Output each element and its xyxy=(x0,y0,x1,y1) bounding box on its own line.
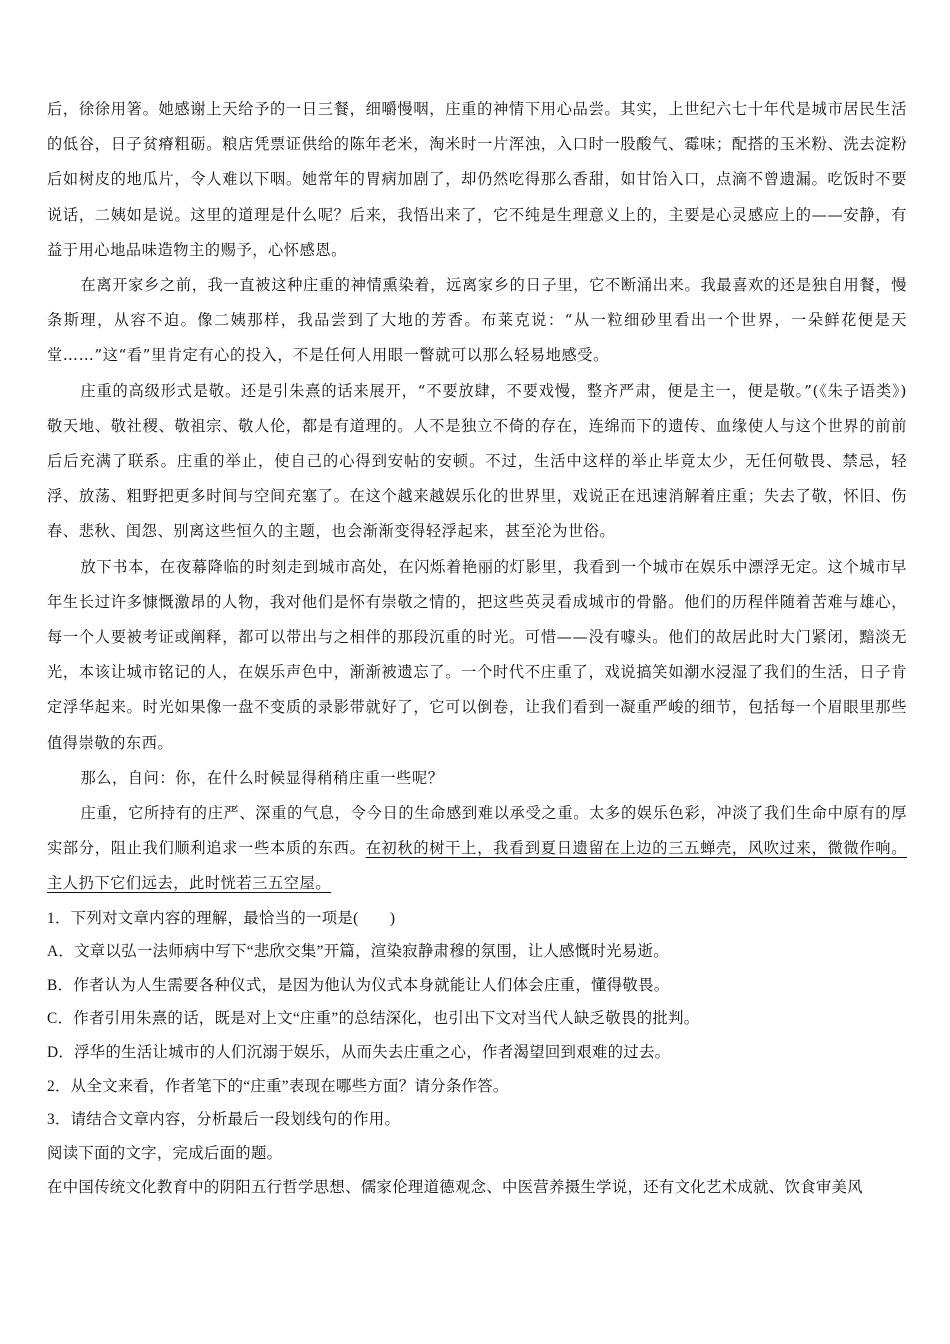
reading-first-line: 在中国传统文化教育中的阴阳五行哲学思想、儒家伦理道德观念、中医营养摄生学说，还有文化艺术成就、饮食审美风 xyxy=(47,1178,863,1196)
option-b: B．作者认为人生需要各种仪式，是因为他认为仪式本身就能让人们体会庄重，懂得敬畏。 xyxy=(47,976,670,994)
essay-paragraph-1: 后，徐徐用箸。她感谢上天给予的一日三餐，细嚼慢咽，庄重的神情下用心品尝。其实，上世纪六七十年代是城市居民生活的低谷，日子贫瘠粗砺。粮店凭票证供给的陈年老米，淘米时一片浑浊，入口时一股酸气、霉味；配搭的玉米粉、洗去淀粉后如树皮的地瓜片，令人难以下咽。她常年的胃病加剧了，却仍然吃得那么香甜，如甘饴入口，点滴不曾遗漏。吃饭时不要说话，二姨如是说。这里的道理是什么呢？后来，我悟出来了，它不纯是生理意义上的，主要是心灵感应上的——安静，有益于用心地品味造物主的赐予，心怀感恩。 xyxy=(47,100,907,259)
question-1: 1．下列对文章内容的理解，最恰当的一项是( ) xyxy=(47,909,396,927)
essay-paragraph-6 xyxy=(47,796,907,902)
essay-body xyxy=(47,92,907,902)
document-page xyxy=(47,92,907,1205)
option-d: D．浮华的生活让城市的人们沉溺于娱乐，从而失去庄重之心，作者渴望回到艰难的过去。 xyxy=(47,1044,671,1062)
option-a: A．文章以弘一法师病中写下“悲欣交集”开篇，渲染寂静肃穆的氛围，让人感慨时光易逝。 xyxy=(47,943,669,961)
question-2: 2．从全文来看，作者笔下的“庄重”表现在哪些方面？请分条作答。 xyxy=(47,1077,509,1095)
question-3: 3．请结合文章内容，分析最后一段划线句的作用。 xyxy=(47,1111,401,1129)
essay-paragraph-6-text: 庄重，它所持有的庄严、深重的气息，令今日的生命感到难以承受之重。太多的娱乐色彩，冲淡了我们生命中原有的厚实部分，阻止我们顺利追求一些本质的东西。 xyxy=(47,804,907,858)
underlined-sentence: 在初秋的树干上，我看到夏日遗留在上边的三五蝉壳，风吹过来，微微作响。主人扔下它们远去，此时恍若三五空屋。 xyxy=(47,839,908,893)
question-list xyxy=(47,902,907,1137)
essay-paragraph-4: 放下书本，在夜幕降临的时刻走到城市高处，在闪烁着艳丽的灯影里，我看到一个城市在娱乐中漂浮无定。这个城市早年生长过许多慷慨激昂的人物，我对他们是怀有崇敬之情的，把这些英灵看成城市的骨骼。他们的历程伴随着苦难与雄心，每一个人要被考证或阐释，都可以带出与之相伴的那段沉重的时光。可惜——没有噱头。他们的故居此时大门紧闭，黯淡无光，本该让城市铭记的人，在娱乐声色中，渐渐被遗忘了。一个时代不庄重了，戏说搞笑如潮水浸湿了我们的生活，日子肯定浮华起来。时光如果像一盘不变质的录影带就好了，它可以倒卷，让我们看到一凝重严峻的细节，包括每一个眉眼里那些值得崇敬的东西。 xyxy=(47,557,907,752)
next-reading-section xyxy=(47,1137,907,1205)
essay-paragraph-5: 那么，自问：你，在什么时候显得稍稍庄重一些呢？ xyxy=(80,768,444,787)
essay-paragraph-2: 在离开家乡之前，我一直被这种庄重的神情熏染着，远离家乡的日子里，它不断涌出来。我最喜欢的还是独自用餐，慢条斯理，从容不迫。像二姨那样，我品尝到了大地的芳香。布莱克说：“从一粒细砂里看出一个世界，一朵鲜花便是天堂……”这“看”里肯定有心的投入，不是任何人用眼一瞥就可以那么轻易地感受。 xyxy=(47,276,907,365)
essay-paragraph-3: 庄重的高级形式是敬。还是引朱熹的话来展开，“不要放肆，不要戏慢，整齐严肃，便是主一，便是敬。”(《朱子语类》)敬天地、敬社稷、敬祖宗、敬人伦，都是有道理的。人不是独立不倚的存在，连绵而下的遗传、血缘使人与这个世界的前前后后充满了联系。庄重的举止，使自己的心得到安帖的安顿。不过，生活中这样的举止毕竟太少，无任何敬畏、禁忌，轻浮、放荡、粗野把更多时间与空间充塞了。在这个越来越娱乐化的世界里，戏说正在迅速消解着庄重；失去了敬，怀旧、伤春、悲秋、闺怨、别离这些恒久的主题，也会渐渐变得轻浮起来，甚至沦为世俗。 xyxy=(47,381,907,541)
option-c: C．作者引用朱熹的话，既是对上文“庄重”的总结深化，也引出下文对当代人缺乏敬畏的批判。 xyxy=(47,1010,700,1028)
reading-instruction: 阅读下面的文字，完成后面的题。 xyxy=(47,1144,283,1162)
